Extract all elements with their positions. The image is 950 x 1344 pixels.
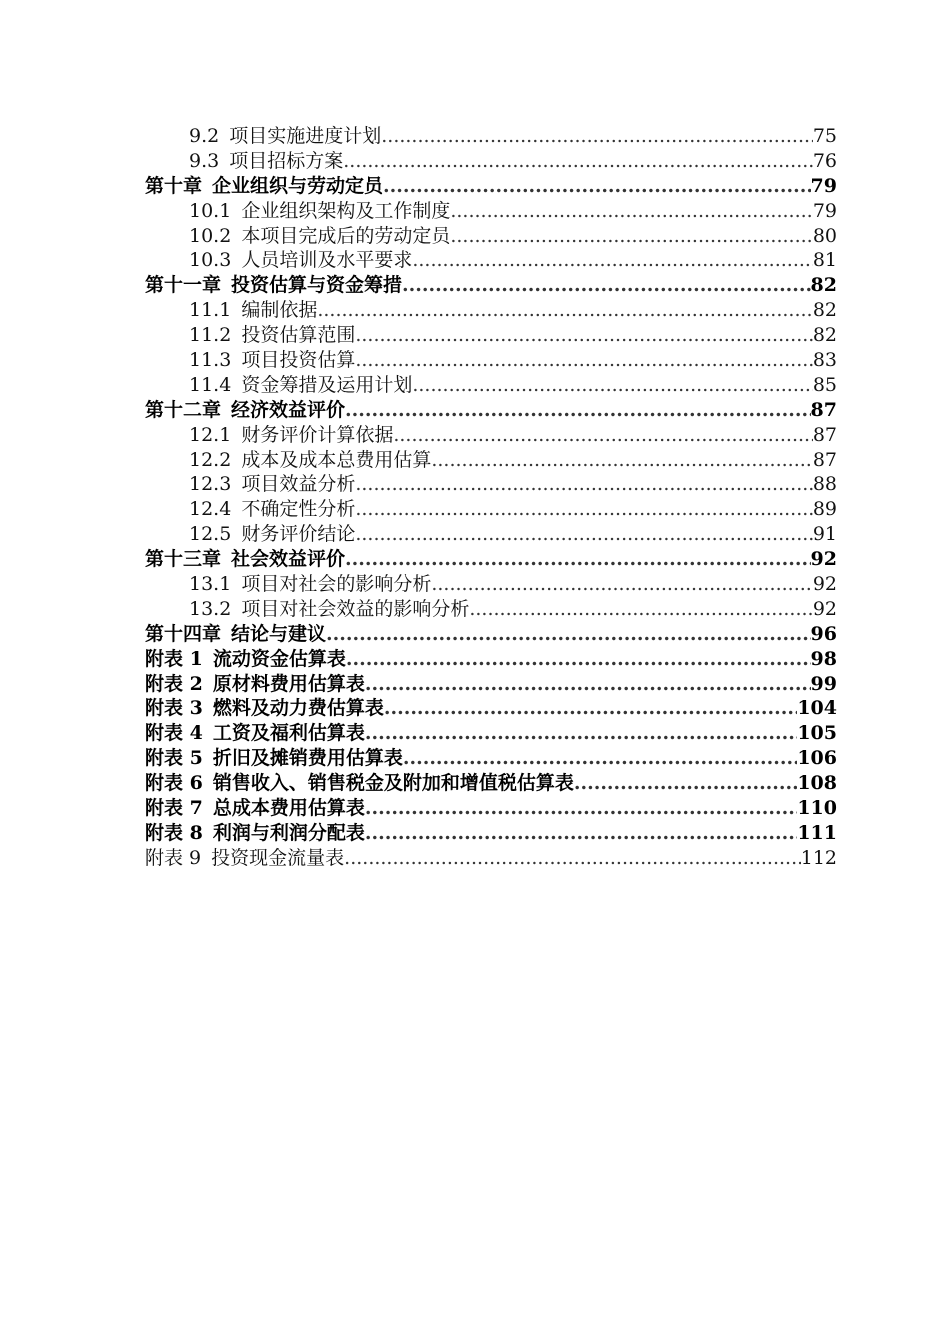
toc-appendix-table-3[interactable] [145,696,837,721]
toc-entry-title: 工资及福利估算表 [212,722,365,745]
toc-entry-page: 91 [812,523,837,546]
toc-entry-number: 附表 1 [145,647,203,670]
toc-appendix-table-2[interactable] [145,672,837,697]
toc-entry-page: 98 [810,647,837,670]
toc-entry-title: 项目投资估算 [241,349,356,372]
dot-leader [343,149,813,174]
toc-entry-title: 企业组织与劳动定员 [212,174,384,197]
toc-entry-title: 利润与利润分配表 [212,821,365,844]
dot-leader [450,199,812,224]
toc-appendix-table-6[interactable] [145,771,837,796]
toc-appendix-table-8[interactable] [145,821,837,846]
dot-leader [345,547,811,572]
toc-entry-page: 76 [812,149,837,172]
toc-chapter-13[interactable] [145,547,837,572]
toc-appendix-table-1[interactable] [145,647,837,672]
toc-entry-title: 资金筹措及运用计划 [241,373,413,396]
toc-entry-page: 105 [797,722,837,745]
toc-entry-number: 11.4 [189,373,232,396]
dot-leader [393,423,812,448]
dot-leader [384,696,797,721]
toc-entry-13-1[interactable] [145,572,837,597]
dot-leader [355,323,812,348]
toc-entry-title: 原材料费用估算表 [212,672,365,695]
toc-entry-page: 82 [812,299,837,322]
dot-leader [365,721,797,746]
dot-leader [412,248,812,273]
toc-entry-title: 项目实施进度计划 [229,125,382,147]
toc-entry-number: 12.1 [189,423,232,446]
toc-entry-page: 92 [812,597,837,620]
toc-entry-title: 燃料及动力费估算表 [212,697,384,720]
dot-leader [574,771,797,796]
toc-entry-number: 第十一章 [145,274,222,297]
toc-entry-page: 99 [810,672,837,695]
toc-entry-page: 82 [812,324,837,347]
toc-entry-page: 110 [797,797,837,820]
dot-leader [381,124,813,149]
toc-entry-number: 第十三章 [145,548,222,571]
toc-entry-12-3[interactable] [145,472,837,497]
toc-entry-number: 13.1 [189,573,232,596]
toc-entry-title: 流动资金估算表 [212,647,346,670]
toc-entry-page: 108 [797,772,837,795]
dot-leader [317,298,812,323]
dot-leader [403,746,797,771]
dot-leader [383,174,811,199]
dot-leader [365,672,811,697]
toc-entry-page: 112 [800,846,837,869]
toc-entry-10-1[interactable] [145,199,837,224]
toc-entry-title: 折旧及摊销费用估算表 [212,747,403,770]
toc-entry-title: 社会效益评价 [231,548,346,571]
toc-entry-title: 项目对社会的影响分析 [241,573,432,596]
toc-entry-number: 12.2 [189,448,232,471]
toc-appendix-table-7[interactable] [145,796,837,821]
toc-entry-title: 经济效益评价 [231,398,346,421]
toc-chapter-10[interactable] [145,174,837,199]
toc-entry-title: 总成本费用估算表 [212,797,365,820]
toc-entry-page: 89 [812,498,837,521]
dot-leader [450,224,812,249]
toc-entry-page: 81 [812,249,837,272]
toc-entry-page: 96 [810,622,837,645]
toc-entry-title: 企业组织架构及工作制度 [241,199,451,222]
toc-entry-number: 附表 6 [145,772,203,795]
toc-entry-page: 104 [797,697,837,720]
dot-leader [345,398,811,423]
toc-entry-title: 投资现金流量表 [211,846,345,869]
toc-entry-number: 11.3 [189,349,232,372]
toc-entry-page: 106 [797,747,837,770]
toc-entry-11-3[interactable] [145,348,837,373]
toc-entry-title: 投资估算范围 [241,324,356,347]
toc-entry-number: 第十二章 [145,398,222,421]
toc-entry-number: 12.4 [189,498,232,521]
toc-chapter-12[interactable] [145,398,837,423]
toc-entry-11-4[interactable] [145,373,837,398]
toc-entry-title: 财务评价计算依据 [241,423,394,446]
toc-entry-title: 结论与建议 [231,622,327,645]
dot-leader [412,373,812,398]
toc-entry-title: 销售收入、销售税金及附加和增值税估算表 [212,772,574,795]
table-of-contents [145,124,837,871]
dot-leader [402,273,811,298]
toc-entry-number: 9.2 [189,125,220,147]
toc-appendix-table-4[interactable] [145,721,837,746]
dot-leader [431,448,812,473]
dot-leader [431,572,812,597]
toc-entry-title: 不确定性分析 [241,498,356,521]
dot-leader [355,348,812,373]
toc-entry-page: 83 [812,349,837,372]
toc-entry-title: 项目招标方案 [229,149,344,172]
toc-entry-page: 75 [812,125,837,147]
toc-entry-number: 附表 9 [145,846,202,869]
toc-entry-number: 12.5 [189,523,232,546]
toc-entry-title: 财务评价结论 [241,523,356,546]
toc-entry-page: 87 [812,423,837,446]
toc-entry-number: 10.2 [189,224,232,247]
toc-entry-number: 附表 2 [145,672,203,695]
toc-entry-number: 附表 7 [145,797,203,820]
toc-entry-title: 本项目完成后的劳动定员 [241,224,451,247]
dot-leader [469,597,812,622]
toc-entry-title: 项目效益分析 [241,473,356,496]
dot-leader [346,647,811,672]
toc-entry-page: 79 [810,174,837,197]
toc-entry-13-2[interactable] [145,597,837,622]
dot-leader [365,796,797,821]
toc-entry-page: 92 [810,548,837,571]
toc-entry-number: 10.3 [189,249,232,272]
toc-entry-number: 11.1 [189,299,232,322]
toc-entry-12-2[interactable] [145,448,837,473]
toc-entry-number: 第十章 [145,174,203,197]
toc-entry-title: 投资估算与资金筹措 [231,274,403,297]
toc-entry-12-5[interactable] [145,522,837,547]
toc-appendix-table-5[interactable] [145,746,837,771]
toc-entry-page: 79 [812,199,837,222]
toc-entry-10-3[interactable] [145,248,837,273]
toc-entry-number: 附表 5 [145,747,203,770]
dot-leader [355,472,812,497]
toc-appendix-table-9[interactable] [145,846,837,871]
toc-entry-page: 82 [810,274,837,297]
toc-entry-12-4[interactable] [145,497,837,522]
toc-chapter-11[interactable] [145,273,837,298]
toc-entry-number: 附表 8 [145,821,203,844]
toc-entry-page: 88 [812,473,837,496]
dot-leader [344,846,801,871]
dot-leader [326,622,811,647]
toc-entry-number: 9.3 [189,149,220,172]
toc-entry-number: 第十四章 [145,622,222,645]
toc-entry-page: 92 [812,573,837,596]
toc-entry-page: 80 [812,224,837,247]
toc-entry-title: 编制依据 [241,299,318,322]
toc-entry-page: 87 [810,398,837,421]
toc-entry-11-1[interactable] [145,298,837,323]
toc-entry-12-1[interactable] [145,423,837,448]
toc-entry-number: 11.2 [189,324,232,347]
dot-leader [365,821,797,846]
dot-leader [355,522,812,547]
toc-chapter-14[interactable] [145,622,837,647]
toc-entry-11-2[interactable] [145,323,837,348]
toc-entry-number: 13.2 [189,597,232,620]
toc-entry-number: 附表 3 [145,697,203,720]
toc-entry-10-2[interactable] [145,224,837,249]
toc-entry-number: 10.1 [189,199,232,222]
toc-entry-page: 111 [797,821,837,844]
toc-entry-page: 87 [812,448,837,471]
toc-entry-9-3[interactable] [145,149,837,174]
toc-entry-page: 85 [812,373,837,396]
toc-entry-title: 人员培训及水平要求 [241,249,413,272]
toc-entry-9-2[interactable] [145,124,837,149]
toc-entry-title: 成本及成本总费用估算 [241,448,432,471]
dot-leader [355,497,812,522]
toc-entry-number: 12.3 [189,473,232,496]
toc-entry-title: 项目对社会效益的影响分析 [241,597,470,620]
toc-entry-number: 附表 4 [145,722,203,745]
